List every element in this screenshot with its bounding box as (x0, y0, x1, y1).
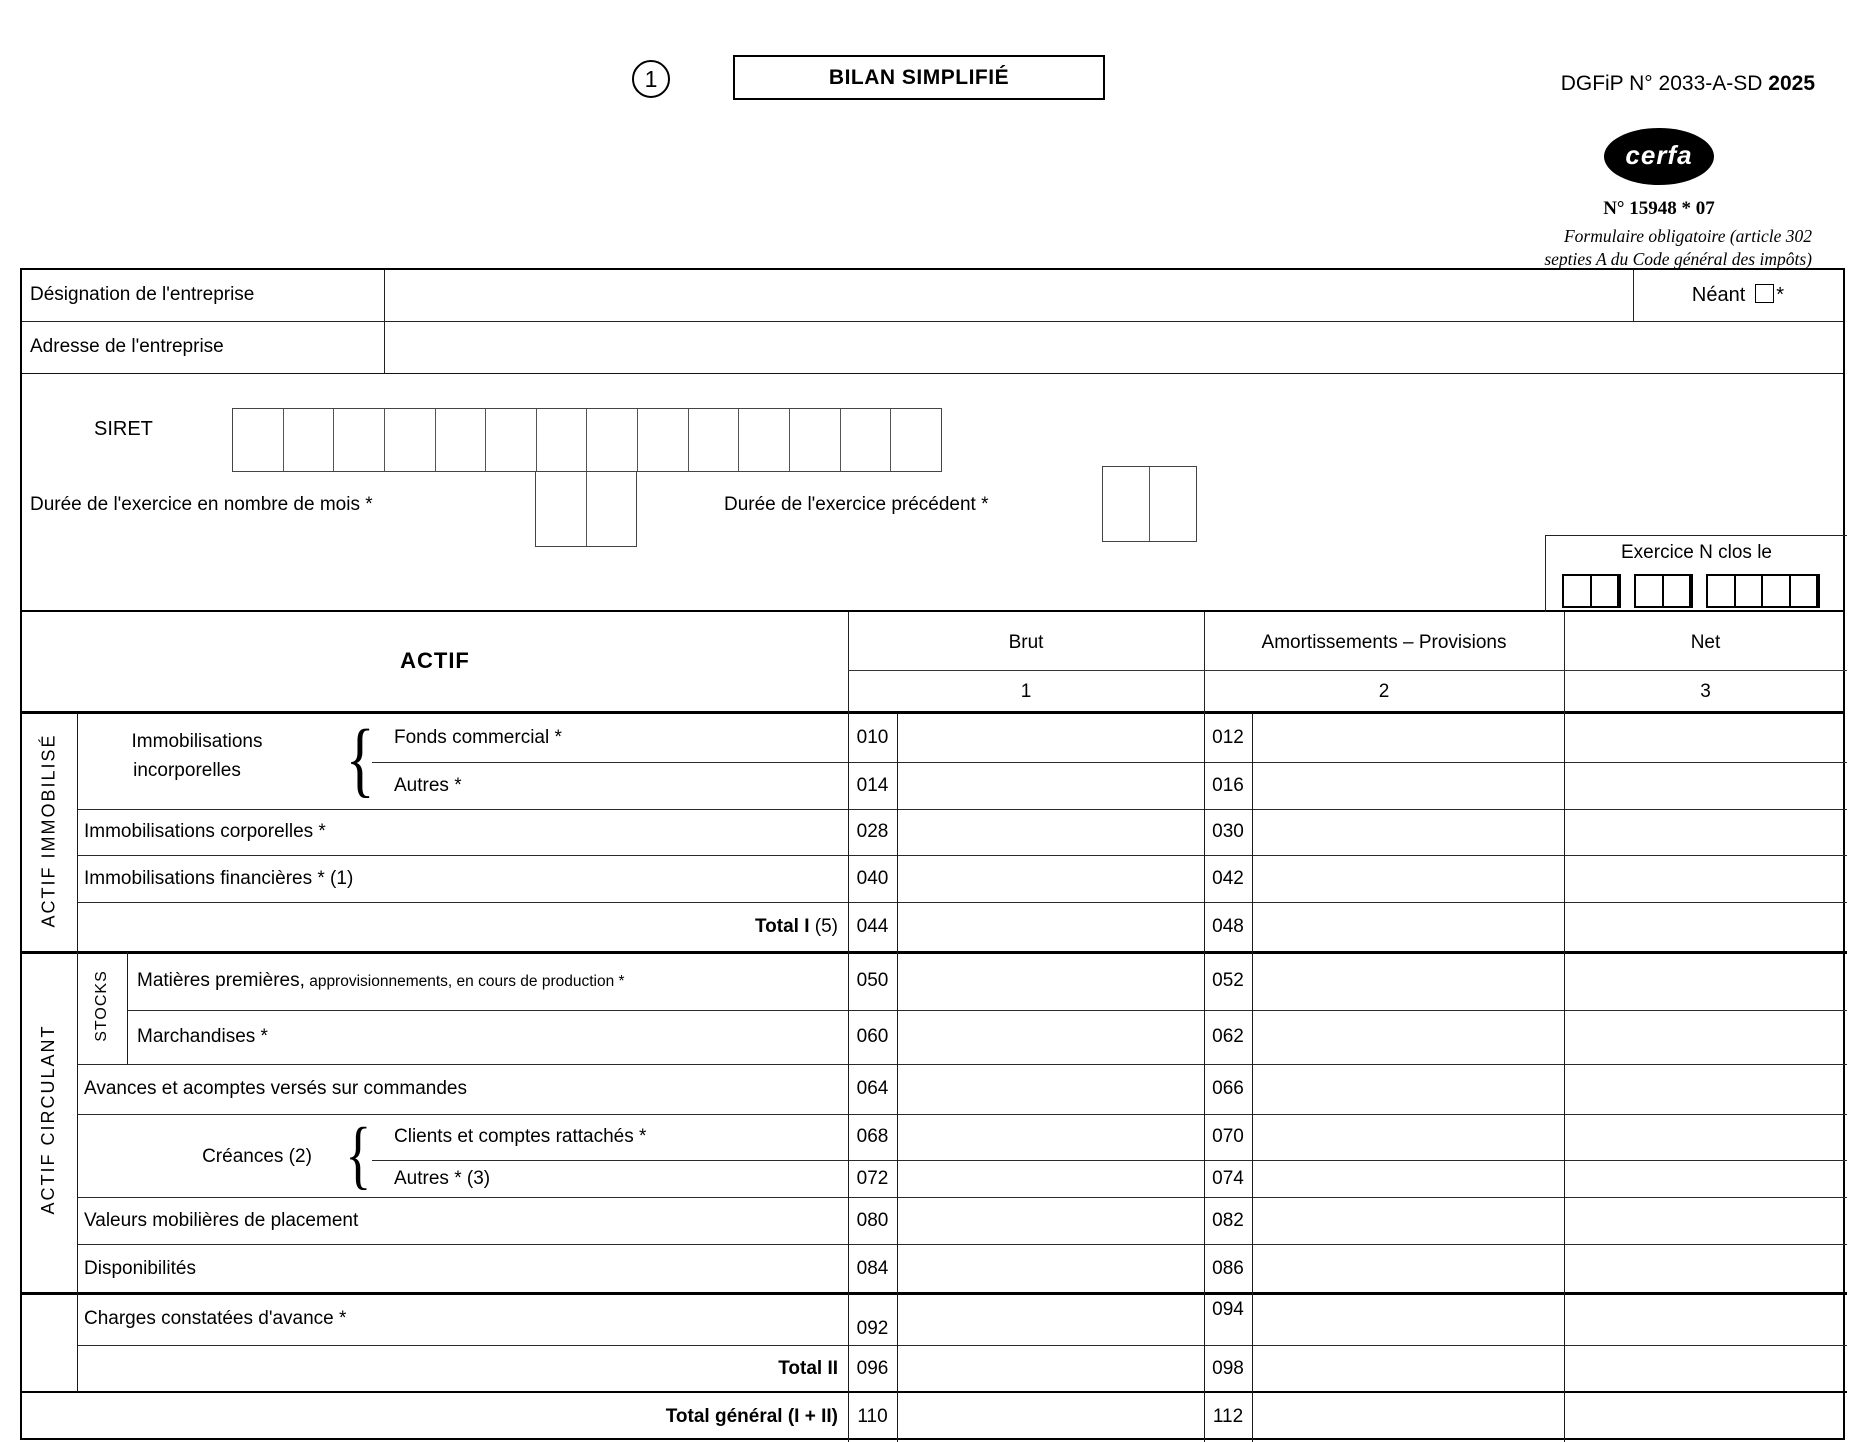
amort-cell-014[interactable] (1252, 762, 1564, 809)
dgfip-prefix: DGFiP N° 2033-A-SD (1560, 72, 1763, 95)
brut-cell-040[interactable] (897, 855, 1204, 902)
siret-boxes[interactable] (232, 408, 942, 472)
input-box[interactable] (891, 409, 941, 471)
mandatory-note-line2: septies A du Code général des impôts) (1544, 249, 1812, 269)
col-header-net: Net (1690, 632, 1721, 653)
row-code: 084 (856, 1257, 889, 1279)
row-code: 094 (1212, 1299, 1244, 1320)
row-label: Avances et acomptes versés sur commandes (84, 1078, 467, 1099)
net-cell-080[interactable] (1564, 1197, 1847, 1244)
input-box[interactable] (1763, 576, 1791, 606)
divider (848, 670, 1847, 671)
amort-cell-050[interactable] (1252, 952, 1564, 1010)
stocks-divider (127, 952, 128, 1064)
divider (848, 714, 849, 1442)
divider (897, 714, 898, 1442)
net-cell-060[interactable] (1564, 1010, 1847, 1064)
net-cell-072[interactable] (1564, 1160, 1847, 1197)
brut-cell-028[interactable] (897, 809, 1204, 855)
address-label: Adresse de l'entreprise (22, 322, 385, 373)
input-box[interactable] (1150, 467, 1196, 541)
row-code: 086 (1212, 1257, 1244, 1279)
row-code: 042 (1212, 867, 1244, 889)
amort-cell-072[interactable] (1252, 1160, 1564, 1197)
row-divider (77, 809, 1847, 810)
amort-cell-010[interactable] (1252, 714, 1564, 762)
row-code: 098 (1212, 1357, 1244, 1379)
row-divider (77, 855, 1847, 856)
siret-section (22, 374, 1843, 612)
row-divider (372, 1160, 1847, 1161)
row-code: 040 (856, 867, 889, 889)
net-cell-084[interactable] (1564, 1244, 1847, 1293)
row-code: 112 (1212, 1406, 1244, 1427)
input-box[interactable] (689, 409, 740, 471)
sidebar-actif-immobilise: ACTIF IMMOBILISÉ (38, 733, 59, 928)
row-code: 082 (1212, 1209, 1244, 1231)
incorporelles-brace: { (345, 713, 375, 806)
row-code: 110 (857, 1406, 888, 1427)
exercice-month-boxes[interactable] (1634, 574, 1693, 608)
input-box[interactable] (334, 409, 385, 471)
neant-asterisk: * (1776, 284, 1785, 306)
row-label: Matières premières, approvisionnements, en cours de production * (137, 970, 625, 991)
net-cell-068[interactable] (1564, 1114, 1847, 1160)
row-label: Total général (I + II) (665, 1406, 838, 1427)
amort-cell-080[interactable] (1252, 1197, 1564, 1244)
brut-cell-092[interactable] (897, 1293, 1204, 1345)
row-code: 062 (1212, 1026, 1244, 1047)
brut-cell-010[interactable] (897, 714, 1204, 762)
brut-cell-096[interactable] (897, 1345, 1204, 1392)
amort-cell-060[interactable] (1252, 1010, 1564, 1064)
row-divider (22, 1391, 1847, 1393)
input-box[interactable] (790, 409, 841, 471)
net-cell-014[interactable] (1564, 762, 1847, 809)
amort-cell-068[interactable] (1252, 1114, 1564, 1160)
row-label: Autres * (394, 775, 462, 796)
duration-label: Durée de l'exercice en nombre de mois * (30, 494, 373, 515)
data-grid (22, 714, 1843, 1442)
neant-cell (1633, 270, 1842, 321)
row-code: 070 (1212, 1126, 1244, 1147)
duration-boxes[interactable] (535, 471, 637, 547)
row-code: 096 (856, 1357, 889, 1379)
row-divider (22, 1292, 1847, 1295)
dgfip-reference (1561, 72, 1815, 96)
row-code: 068 (856, 1126, 889, 1147)
divider (1252, 714, 1253, 1442)
row-label: Fonds commercial * (394, 727, 562, 748)
actif-header: ACTIF (400, 648, 470, 673)
exercice-day-boxes[interactable] (1562, 574, 1621, 608)
amort-cell-064[interactable] (1252, 1064, 1564, 1114)
input-box[interactable] (486, 409, 537, 471)
sidebar-divider (77, 714, 78, 1392)
input-box[interactable] (1103, 467, 1150, 541)
input-box[interactable] (385, 409, 436, 471)
brut-cell-080[interactable] (897, 1197, 1204, 1244)
cerfa-number: N° 15948 * 07 (1603, 198, 1715, 219)
row-code: 012 (1212, 727, 1244, 748)
group-creances: Créances (2) (202, 1146, 312, 1167)
row-label: Valeurs mobilières de placement (84, 1210, 359, 1231)
row-label: Autres * (3) (394, 1168, 491, 1189)
amort-cell-044[interactable] (1252, 902, 1564, 952)
input-box[interactable] (536, 472, 587, 546)
main-form-table (20, 268, 1845, 1440)
net-cell-064[interactable] (1564, 1064, 1847, 1114)
row-code: 028 (856, 821, 889, 842)
brut-cell-060[interactable] (897, 1010, 1204, 1064)
row-label: Marchandises * (137, 1026, 268, 1047)
row-divider (127, 1010, 1847, 1011)
net-cell-044[interactable] (1564, 902, 1847, 952)
prev-duration-boxes[interactable] (1102, 466, 1197, 542)
row-divider (77, 1114, 1847, 1115)
row-label: Disponibilités (84, 1258, 196, 1279)
neant-checkbox[interactable] (1755, 284, 1774, 303)
input-box[interactable] (284, 409, 335, 471)
row-label: Clients et comptes rattachés * (394, 1126, 647, 1147)
row-code: 072 (856, 1167, 889, 1189)
brut-cell-072[interactable] (897, 1160, 1204, 1197)
row-code: 064 (856, 1078, 889, 1099)
brut-cell-044[interactable] (897, 902, 1204, 952)
row-code: 044 (856, 916, 889, 937)
row-divider (372, 762, 1847, 763)
amort-cell-092[interactable] (1252, 1293, 1564, 1345)
net-cell-040[interactable] (1564, 855, 1847, 902)
sidebar-stocks: STOCKS (93, 970, 110, 1042)
designation-input[interactable] (385, 270, 1633, 321)
group-incorporelles-line1: Immobilisations (131, 731, 263, 752)
exercice-label: Exercice N clos le (1621, 542, 1772, 563)
brut-cell-110[interactable] (897, 1392, 1204, 1442)
brut-cell-014[interactable] (897, 762, 1204, 809)
row-code: 048 (1212, 916, 1244, 937)
row-label: Charges constatées d'avance * (84, 1308, 347, 1329)
address-row (22, 322, 1843, 374)
row-divider (77, 1064, 1847, 1065)
col-header-brut: Brut (1008, 632, 1044, 653)
row-code: 080 (856, 1209, 889, 1231)
designation-row (22, 270, 1843, 322)
amort-cell-096[interactable] (1252, 1345, 1564, 1392)
input-box[interactable] (841, 409, 892, 471)
dgfip-year: 2025 (1768, 72, 1815, 95)
address-input[interactable] (385, 322, 1842, 373)
brut-cell-068[interactable] (897, 1114, 1204, 1160)
row-code: 092 (856, 1318, 889, 1339)
input-box[interactable] (1592, 576, 1620, 606)
input-box[interactable] (537, 409, 588, 471)
input-box[interactable] (587, 409, 638, 471)
input-box[interactable] (1708, 576, 1736, 606)
input-box[interactable] (739, 409, 790, 471)
row-label: Total II (778, 1358, 838, 1379)
row-code: 050 (856, 970, 889, 991)
input-box[interactable] (1736, 576, 1764, 606)
row-label: Total I (5) (754, 916, 838, 937)
input-box[interactable] (233, 409, 284, 471)
exercice-year-boxes[interactable] (1706, 574, 1820, 608)
exercice-cell (1545, 535, 1847, 612)
amort-cell-028[interactable] (1252, 809, 1564, 855)
exercice-date-boxes (1562, 574, 1820, 608)
designation-label: Désignation de l'entreprise (22, 270, 385, 321)
row-code: 016 (1212, 774, 1244, 796)
input-box[interactable] (436, 409, 487, 471)
input-box[interactable] (1564, 576, 1592, 606)
col-number-1: 1 (1020, 681, 1032, 702)
brut-cell-050[interactable] (897, 952, 1204, 1010)
cerfa-logo: cerfa (1604, 128, 1714, 185)
brut-cell-064[interactable] (897, 1064, 1204, 1114)
row-divider (77, 1197, 1847, 1198)
row-code: 010 (856, 727, 889, 748)
creances-brace: { (345, 1113, 372, 1197)
input-box[interactable] (1791, 576, 1819, 606)
brut-cell-084[interactable] (897, 1244, 1204, 1293)
net-cell-092[interactable] (1564, 1293, 1847, 1345)
amort-cell-110[interactable] (1252, 1392, 1564, 1442)
row-divider (22, 951, 1847, 954)
col-header-amortissements: Amortissements – Provisions (1261, 632, 1507, 653)
row-code: 014 (856, 774, 889, 796)
prev-duration-label: Durée de l'exercice précédent * (724, 494, 989, 515)
row-code: 066 (1212, 1078, 1244, 1099)
divider (1204, 714, 1205, 1442)
col-number-3: 3 (1700, 681, 1711, 702)
row-divider (77, 1345, 1847, 1346)
input-box[interactable] (1664, 576, 1692, 606)
row-divider (77, 902, 1847, 903)
divider (1564, 714, 1565, 1442)
input-box[interactable] (638, 409, 689, 471)
row-code: 074 (1212, 1167, 1244, 1189)
input-box[interactable] (1636, 576, 1664, 606)
net-cell-028[interactable] (1564, 809, 1847, 855)
row-divider (77, 1244, 1847, 1245)
mandatory-note-line1: Formulaire obligatoire (article 302 (1563, 226, 1812, 246)
net-cell-110[interactable] (1564, 1392, 1847, 1442)
net-cell-050[interactable] (1564, 952, 1847, 1010)
row-label: Immobilisations corporelles * (84, 821, 326, 842)
form-title: BILAN SIMPLIFIÉ (733, 55, 1105, 100)
row-code: 060 (856, 1026, 889, 1047)
column-header-band (22, 612, 1843, 714)
sidebar-actif-circulant: ACTIF CIRCULANT (38, 1024, 58, 1215)
net-cell-010[interactable] (1564, 714, 1847, 762)
amort-cell-084[interactable] (1252, 1244, 1564, 1293)
row-label: Immobilisations financières * (1) (84, 868, 354, 889)
group-incorporelles-line2: incorporelles (133, 760, 241, 781)
row-code: 052 (1212, 970, 1244, 991)
amort-cell-040[interactable] (1252, 855, 1564, 902)
row-code: 030 (1212, 821, 1244, 842)
neant-label: Néant (1691, 284, 1746, 306)
net-cell-096[interactable] (1564, 1345, 1847, 1392)
page-number-circle: 1 (632, 60, 670, 98)
siret-label: SIRET (94, 418, 153, 440)
input-box[interactable] (587, 472, 637, 546)
col-number-2: 2 (1378, 681, 1390, 702)
